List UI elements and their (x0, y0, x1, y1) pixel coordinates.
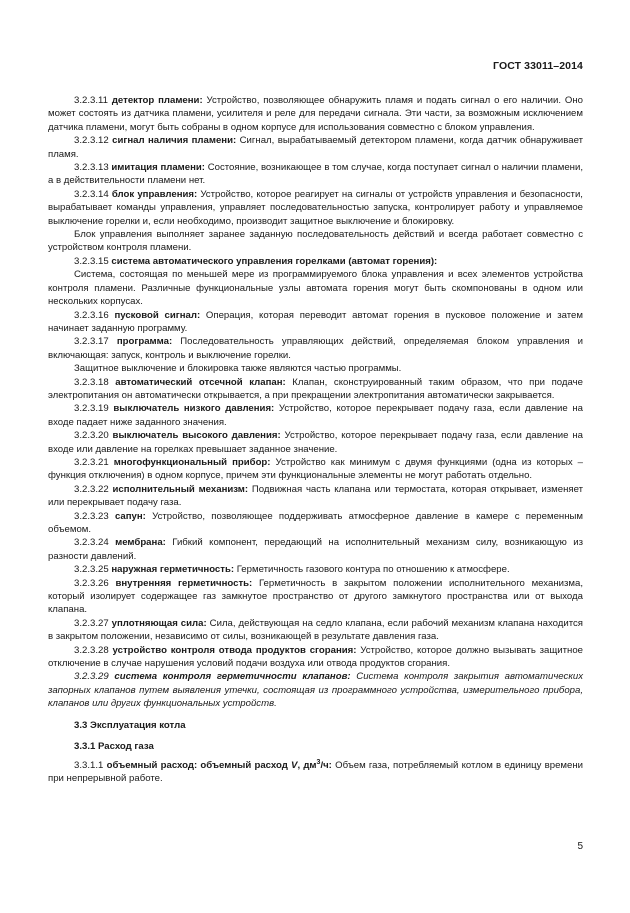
clause-number: 3.2.3.26 (74, 577, 109, 589)
defined-term: система автоматического управления горелками (автомат горения): (111, 255, 438, 267)
defined-term: имитация пламени: (111, 162, 205, 174)
definition-paragraph (48, 577, 583, 617)
section-heading: 3.3 Эксплуатация котла (74, 719, 186, 731)
clause-number: 3.2.3.16 (74, 309, 109, 321)
defined-term: устройство контроля отвода продуктов сгорания: (112, 644, 357, 656)
defined-term: исполнительный механизм: (112, 483, 249, 495)
clause-number: 3.2.3.22 (74, 483, 109, 495)
clause-number: 3.2.3.11 (74, 95, 108, 106)
term-symbol: V (291, 759, 298, 771)
defined-term: сапун: (114, 510, 146, 522)
clause-number: 3.2.3.28 (74, 644, 109, 656)
term-part: объемный расход: объемный расход (106, 759, 292, 771)
definition-paragraph (48, 309, 583, 336)
defined-term: выключатель низкого давления: (113, 403, 275, 415)
defined-term: многофункциональный прибор: (113, 456, 271, 468)
definition-paragraph (48, 228, 583, 255)
clause-number: 3.2.3.13 (74, 162, 109, 174)
clause-number: 3.2.3.20 (74, 430, 109, 442)
definition-text: Защитное выключение и блокировка также являются частью программы. (74, 363, 402, 375)
defined-term: пусковой сигнал: (114, 309, 201, 321)
clause-number: 3.2.3.15 (74, 255, 109, 267)
defined-term: программа: (116, 336, 173, 348)
definition-text: Блок управления выполняет заранее заданную последовательность действий и всегда работает совместно с устройством контроля пламени. (48, 229, 583, 254)
clause-number: 3.3.1.1 (74, 759, 104, 771)
defined-term: детектор пламени: (111, 95, 203, 106)
defined-term: выключатель высокого давления: (112, 430, 281, 442)
definition-text: Состояние, возникающее в том случае, когда поступает сигнал о наличии пламени, а в действительности пламени нет. (48, 162, 583, 187)
document-body (48, 94, 583, 785)
defined-term: сигнал наличия пламени: (112, 135, 237, 147)
definition-paragraph (48, 335, 583, 362)
definition-text: Устройство, которое реагирует на сигналы от устройств управления и безопасности, вырабатывает команды управления, управляет последовательностью запуска, контролирует работу и управляемое выключение горелки и, если необходимо, производит защитное выключение и блокировку. (48, 188, 583, 227)
defined-term: наружная герметичность: (111, 564, 235, 576)
definition-paragraph (48, 510, 583, 537)
definition-text: Устройство, которое перекрывает подачу газа, если давление на входе или давление на горелках превышает заданное значение. (48, 430, 583, 455)
clause-number: 3.2.3.29 (74, 671, 109, 683)
clause-number: 3.2.3.27 (74, 617, 109, 629)
definition-paragraph-3-3-1-1 (48, 759, 583, 786)
definition-paragraph (48, 362, 583, 375)
definition-text: Сигнал, вырабатываемый детектором пламени, когда датчик обнаруживает пламя. (48, 135, 583, 160)
definition-paragraph (48, 268, 583, 308)
defined-term: автоматический отсечной клапан: (115, 376, 286, 388)
defined-term: внутренняя герметичность: (115, 577, 253, 589)
definition-text: Устройство, которое перекрывает подачу газа, если давление на входе падает ниже заданного значения. (48, 403, 583, 428)
definition-paragraph (48, 376, 583, 403)
definition-text: Герметичность в закрытом положении исполнительного механизма, который изолирует содержащее газ замкнутое пространство от другого замкнутого пространства или от выхода клапана. (48, 577, 583, 616)
definition-paragraph (48, 483, 583, 510)
page-number: 5 (577, 841, 583, 852)
clause-number: 3.2.3.17 (74, 336, 109, 348)
clause-number: 3.2.3.12 (74, 135, 109, 147)
definition-text: Операция, которая переводит автомат горения в пусковое положение и затем начинает заданную программу. (48, 309, 583, 334)
definition-text: Герметичность газового контура по отношению к атмосфере. (234, 564, 510, 576)
definition-text: Клапан, сконструированный таким образом, что при подаче электропитания он автоматически открывается, а при прекращении электропитания автоматически закрывается. (48, 376, 583, 401)
definition-paragraph (48, 134, 583, 161)
definition-paragraph (48, 563, 583, 576)
definition-text: Устройство, которое должно вызывать защитное отключение в случае нарушения условий подачи воздуха или отвода продуктов сгорания. (48, 644, 583, 670)
definition-paragraph (48, 536, 583, 563)
term-superscript: 3 (316, 758, 321, 766)
defined-term (107, 760, 332, 771)
term-part: , дм (297, 759, 317, 771)
definitions-list (48, 94, 583, 670)
definition-paragraph (48, 255, 583, 268)
definition-text: Гибкий компонент, передающий на исполнительный механизм силу, возникающую из разности давлений. (48, 537, 583, 562)
definition-paragraph (48, 94, 583, 134)
definition-paragraph (48, 188, 583, 228)
clause-number: 3.2.3.24 (74, 537, 109, 549)
definition-text: Последовательность управляющих действий, определяемая блоком управления и включающая: запуск, контроль и выключение горелки. (48, 336, 583, 361)
definition-text: Подвижная часть клапана или термостата, которая открывает, изменяет или перекрывает подачу газа. (48, 483, 583, 509)
definition-paragraph (48, 617, 583, 644)
defined-term: мембрана: (115, 537, 166, 549)
definition-text: Устройство, позволяющее обнаружить пламя и подать сигнал о его наличии. Оно может состоять из датчика пламени, усилителя и реле для передачи сигнала. Эти части, за возможным исключением датчика пламени, могут быть собраны в одном корпусе для использования совместно с блоком управления. (48, 95, 583, 133)
clause-number: 3.2.3.14 (74, 188, 109, 200)
document-id-header: ГОСТ 33011–2014 (493, 60, 583, 72)
definition-text: Объем газа, потребляемый котлом в единицу времени при непрерывной работе. (48, 759, 583, 784)
definition-paragraph-3-2-3-29 (48, 670, 583, 710)
definition-paragraph (48, 402, 583, 429)
clause-number: 3.2.3.25 (74, 564, 109, 576)
definition-text: Сила, действующая на седло клапана, если рабочий механизм клапана находится в закрытом положении, независимо от силы, возникающей в результате давления газа. (48, 617, 583, 643)
subsection-heading: 3.3.1 Расход газа (74, 741, 154, 753)
definition-paragraph (48, 644, 583, 671)
definition-paragraph (48, 429, 583, 456)
definition-text: Система контроля закрытия автоматических запорных клапанов путем выявления утечки, состоящая из программного устройства, измерительного прибора, клапанов или других функциональных устройств. (48, 671, 583, 710)
clause-number: 3.2.3.18 (74, 376, 109, 388)
defined-term: система контроля герметичности клапанов: (114, 671, 351, 683)
clause-number: 3.2.3.23 (74, 510, 109, 522)
definition-text: Устройство, позволяющее поддерживать атмосферное давление в камере с переменным объемом. (48, 510, 584, 535)
defined-term: уплотняющая сила: (111, 617, 207, 629)
definition-text: Система, состоящая по меньшей мере из программируемого блока управления и всех элементов устройства контроля пламени. Различные функциональные узлы автомата горения могут быть скомпонованы в одном или нескольких корпусах. (48, 269, 583, 308)
definition-text: Устройство как минимум с двумя функциями (одна из которых – функция отключения) в одном корпусе, причем эти функциональные элементы не могут работать отдельно. (48, 456, 584, 482)
defined-term: блок управления: (111, 188, 198, 200)
definition-paragraph (48, 456, 583, 483)
definition-paragraph (48, 161, 583, 188)
clause-number: 3.2.3.21 (74, 456, 109, 468)
term-part: /ч: (320, 759, 332, 771)
clause-number: 3.2.3.19 (74, 403, 109, 415)
